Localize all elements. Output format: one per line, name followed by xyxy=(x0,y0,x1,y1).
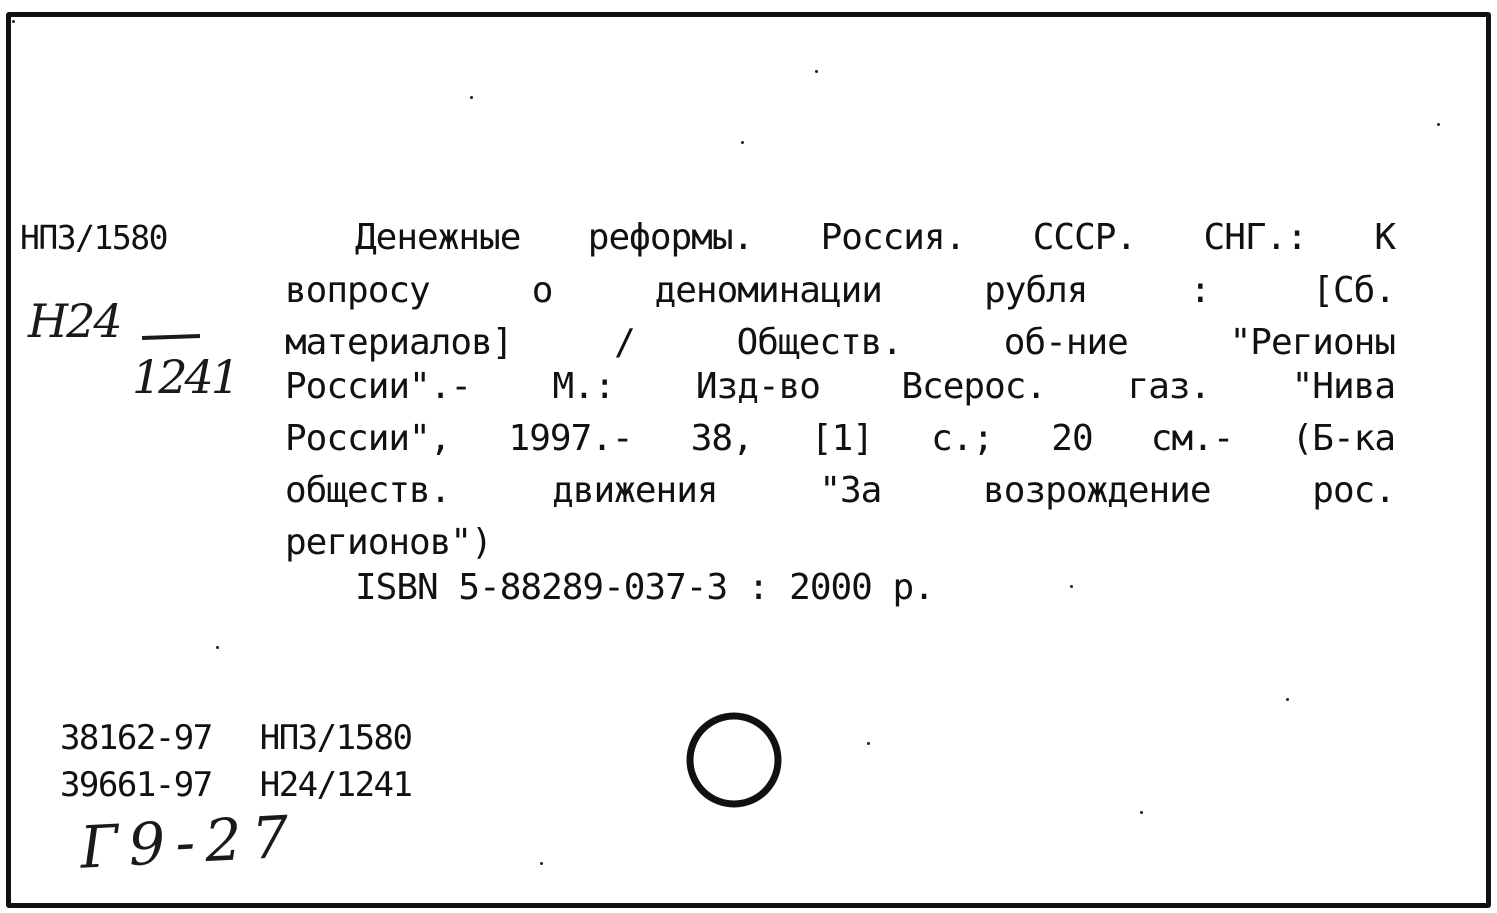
scan-speck xyxy=(1140,811,1143,814)
scan-speck xyxy=(12,20,15,23)
description-line-4: России".- М.: Изд-во Всерос. газ. "Нива xyxy=(285,366,1395,407)
scan-speck xyxy=(1437,123,1440,126)
scan-speck xyxy=(815,70,818,73)
registration-code: Н24/1241 xyxy=(259,765,412,805)
description-line-5: России", 1997.- 38, [1] с.; 20 см.- (Б-ка xyxy=(285,418,1395,459)
description-line-2: вопросу о деноминации рубля : [Сб. xyxy=(285,270,1395,311)
description-line-7: регионов") xyxy=(285,522,492,563)
shelf-mark: НПЗ/1580 xyxy=(20,218,167,257)
scan-speck xyxy=(540,862,543,865)
scan-speck xyxy=(216,646,219,649)
handwritten-note-bottom: Г9-27 xyxy=(78,802,301,882)
description-line-6: обществ. движения "За возрождение рос. xyxy=(285,470,1395,511)
scan-speck xyxy=(741,141,744,144)
isbn-line: ISBN 5-88289-037-3 : 2000 р. xyxy=(355,567,934,608)
punch-hole-ring xyxy=(690,716,778,804)
registration-number: 38162-97 xyxy=(59,718,212,758)
description-line-3: материалов] / Обществ. об-ние "Регионы xyxy=(285,322,1395,363)
handwritten-mark-top: Н24 xyxy=(28,294,121,348)
registration-number: 39661-97 xyxy=(59,765,212,805)
handwritten-mark-bottom: 1241 xyxy=(132,350,238,404)
scan-speck xyxy=(867,742,870,745)
registration-code: НПЗ/1580 xyxy=(259,718,412,758)
scan-speck xyxy=(1286,698,1289,701)
description-line-1: Денежные реформы. Россия. СССР. СНГ.: К xyxy=(355,217,1395,258)
scan-speck xyxy=(1070,585,1073,588)
scan-speck xyxy=(470,96,473,99)
